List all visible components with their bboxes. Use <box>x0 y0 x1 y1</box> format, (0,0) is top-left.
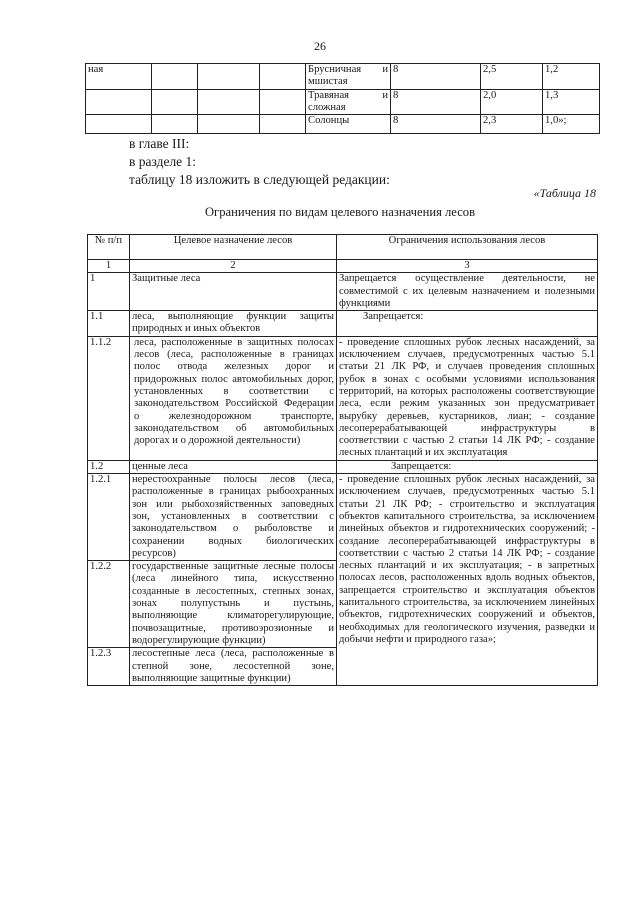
table-row <box>86 64 600 90</box>
table-cell <box>86 89 152 115</box>
row-restrictions: Запрещается осуществление деятельности, не совместимой с их целевым назначением и полезными функциями <box>337 273 598 311</box>
row-number: 1.2.2 <box>88 561 130 648</box>
row-purpose: леса, расположенные в защитных полосах лесов (леса, расположенные в границах полос отвода железных дорог и придорожных полос автомобильных дорог, установленных в соответствии с законодательством Российской Федерации о железнодорожном транспорте, законодательством об автомобильных дорогах и о дорожной деятельности) <box>130 336 337 460</box>
table-row <box>88 273 598 311</box>
page-number: 26 <box>314 39 326 53</box>
restrictions-table <box>87 234 598 686</box>
table-row <box>88 460 598 473</box>
column-number: 2 <box>130 260 337 273</box>
table-cell: 1,0»; <box>543 115 600 134</box>
table-cell: Брусничная и мшистая <box>306 64 391 90</box>
table-cell: Травяная и сложная <box>306 89 391 115</box>
header-purpose: Целевое назначение лесов <box>130 235 337 260</box>
table-cell <box>198 89 260 115</box>
table-cell <box>152 64 198 90</box>
table-cell: 2,3 <box>481 115 543 134</box>
row-number: 1.1 <box>88 311 130 337</box>
row-restrictions: Запрещается: <box>337 460 598 473</box>
table-cell <box>198 115 260 134</box>
table-row <box>86 89 600 115</box>
table-cell: 2,5 <box>481 64 543 90</box>
table-cell <box>260 115 306 134</box>
table-cell: 1,3 <box>543 89 600 115</box>
table-cell: 2,0 <box>481 89 543 115</box>
table-cell: 8 <box>391 115 481 134</box>
header-num: № п/п <box>88 235 130 260</box>
table-cell: ная <box>86 64 152 90</box>
row-purpose: ценные леса <box>130 460 337 473</box>
column-number: 3 <box>337 260 598 273</box>
row-restrictions: Запрещается: <box>337 311 598 337</box>
row-purpose: леса, выполняющие функции защиты природных и иных объектов <box>130 311 337 337</box>
table-cell <box>152 89 198 115</box>
row-purpose: нерестоохранные полосы лесов (леса, расположенные в границах рыбоохранных зон или рыбохозяйственных заповедных зон, установленных в соответствии с законодательством о рыболовстве и сохранении водных биологических ресурсов) <box>130 474 337 561</box>
table-cell: 8 <box>391 89 481 115</box>
table-header-row <box>88 235 598 260</box>
table-row <box>86 115 600 134</box>
table-cell <box>260 89 306 115</box>
text-line-chapter: в главе III: <box>129 136 190 151</box>
table-caption: «Таблица 18 <box>533 186 596 200</box>
previous-table-fragment <box>85 63 600 134</box>
row-restrictions: - проведение сплошных рубок лесных насаждений, за исключением случаев, предусмотренных частью 5.1 статьи 21 ЛК РФ, и случаев проведения сплошных рубок в зонах с особыми условиями использования территорий, на которых расположены соответствующие леса, если режим указанных зон предусматривает вырубку деревьев, кустарников, лиан; - создание лесоперерабатывающей инфраструктуры в соответствии с частью 2 статьи 14 ЛК РФ; - создание лесных плантаций и их эксплуатация <box>337 336 598 460</box>
table-cell <box>86 115 152 134</box>
row-purpose: государственные защитные лесные полосы (леса линейного типа, искусственно созданные в лесостепных, степных зонах, зонах полупустынь и пустынь, выполняющие климаторегулирующие, почвозащитные, противоэрозионные и водорегулирующие функции) <box>130 561 337 648</box>
text-line-instruction: таблицу 18 изложить в следующей редакции: <box>129 172 390 187</box>
text-line-section: в разделе 1: <box>129 154 197 169</box>
row-purpose: Защитные леса <box>130 273 337 311</box>
row-number: 1 <box>88 273 130 311</box>
table-row <box>88 311 598 337</box>
table-cell <box>152 115 198 134</box>
row-number: 1.2.1 <box>88 474 130 561</box>
row-number: 1.2 <box>88 460 130 473</box>
table-row <box>88 474 598 561</box>
table-cell <box>260 64 306 90</box>
row-number: 1.2.3 <box>88 648 130 686</box>
table-cell: 1,2 <box>543 64 600 90</box>
column-number-row <box>88 260 598 273</box>
table-cell <box>198 64 260 90</box>
table-row <box>88 336 598 460</box>
table-title: Ограничения по видам целевого назначения лесов <box>204 205 476 219</box>
table-cell: Солонцы <box>306 115 391 134</box>
table-cell: 8 <box>391 64 481 90</box>
column-number: 1 <box>88 260 130 273</box>
row-purpose: лесостепные леса (леса, расположенные в степной зоне, лесостепной зоне, выполняющие защитные функции) <box>130 648 337 686</box>
row-restrictions: - проведение сплошных рубок лесных насаждений, за исключением случаев, предусмотренных частью 5.1 статьи 21 ЛК РФ; - строительство и эксплуатация объектов капитального строительства, за исключением линейных объектов и гидротехнических сооружений; - создание лесоперерабатывающей инфраструктуры в соответствии с частью 2 статьи 14 ЛК РФ; - создание лесных плантаций и их эксплуатация; - в запретных полосах лесов, расположенных вдоль водных объектов, запрещается строительство и эксплуатация объектов капитального строительства, за исключением линейных объектов, гидротехнических сооружений и объектов, необходимых для геологического изучения, разведки и добычи нефти и природного газа»; <box>337 474 598 686</box>
header-restrictions: Ограничения использования лесов <box>337 235 598 260</box>
row-number: 1.1.2 <box>88 336 130 460</box>
